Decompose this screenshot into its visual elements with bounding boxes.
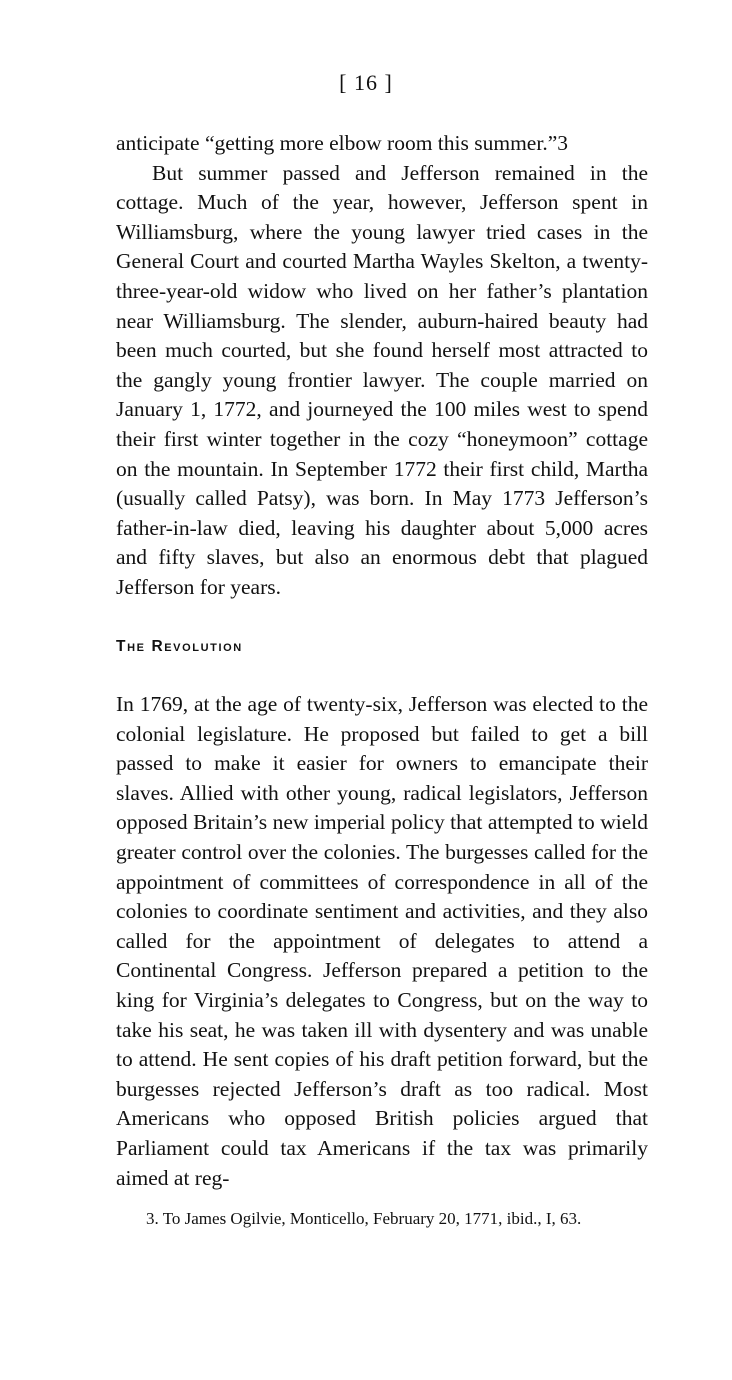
paragraph-legislature: In 1769, at the age of twenty-six, Jefferson was elected to the colonial legislature. He proposed but failed to get a bill passed to make it easier for owners to emancipate their slaves. Allied with other young, radical legislators, Jefferson opposed Britain’s new imperial policy that attempted to wield greater control over the colonies. The burgesses called for the appointment of committees of correspondence in all of the colonies to coordinate sentiment and activities, and they also called for the appointment of delegates to attend a Continental Congress. Jefferson prepared a petition to the king for Virginia’s delegates to Congress, but on the way to take his seat, he was taken ill with dysentery and was unable to attend. He sent copies of his draft petition forward, but the burgesses rejected Jefferson’s draft as too radical. Most Americans who opposed British policies argued that Parliament could tax Americans if the tax was primarily aimed at reg- <box>116 692 648 1190</box>
continued-paragraph: anticipate “getting more elbow room this summer.”3 <box>116 131 568 155</box>
body-text-top <box>116 129 648 603</box>
footnote: 3. To James Ogilvie, Monticello, February 20, 1771, ibid., I, 63. <box>146 1209 582 1228</box>
body-text-revolution <box>116 690 648 1193</box>
section-heading: The Revolution <box>116 638 243 655</box>
paragraph-marriage: But summer passed and Jefferson remained in the cottage. Much of the year, however, Jefferson spent in Williamsburg, where the young lawyer tried cases in the General Court and courted Martha Wayles Skelton, a twenty-three-year-old widow who lived on her father’s plantation near Williamsburg. The slender, auburn-haired beauty had been much courted, but she found herself most attracted to the gangly young frontier lawyer. The couple married on January 1, 1772, and journeyed the 100 miles west to spend their first winter together in the cozy “honeymoon” cottage on the mountain. In September 1772 their first child, Martha (usually called Patsy), was born. In May 1773 Jefferson’s father-in-law died, leaving his daughter about 5,000 acres and fifty slaves, but also an enormous debt that plagued Jefferson for years. <box>116 160 648 599</box>
page-number: [ 16 ] <box>339 70 393 95</box>
